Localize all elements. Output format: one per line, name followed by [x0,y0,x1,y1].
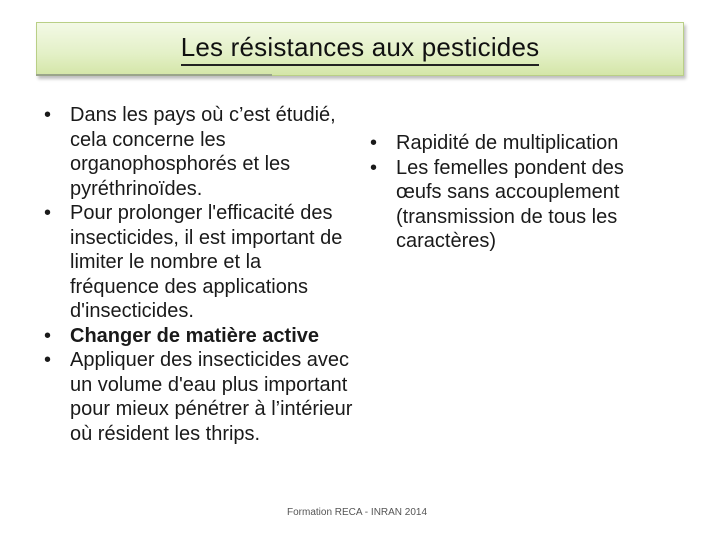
bullet-icon: • [44,324,52,347]
bullet-icon: • [370,156,378,179]
bullet-item [370,131,670,156]
bullet-icon: • [370,132,378,154]
bullet-item [44,103,354,201]
bullet-text: Appliquer des insecticides avec un volume d'eau plus important pour mieux pénétrer à l’intérieur où résident les thrips. [70,349,353,445]
bullet-icon: • [44,202,52,224]
bullet-text: Dans les pays où c’est étudié, cela concerne les organophosphorés et les pyréthrinoïdes. [70,104,336,200]
bullet-text: Les femelles pondent des œufs sans accouplement (transmission de tous les caractères) [396,156,624,252]
bullet-item [44,348,354,446]
slide-footer: Formation RECA - INRAN 2014 [287,507,428,518]
bullet-icon: • [44,104,52,126]
bullet-text: Rapidité de multiplication [396,132,619,154]
bullet-item [370,156,670,254]
bullet-icon: • [44,349,52,371]
bullet-text: Pour prolonger l'efficacité des insecticides, il est important de limiter le nombre et la fréquence des applications d'insecticides. [70,202,343,322]
bullet-text: Changer de matière active [70,324,319,347]
bullet-item [44,201,354,324]
title-divider [36,74,272,76]
right-bullet-list [370,131,670,254]
slide-title-box [36,22,684,76]
slide-title: Les résistances aux pesticides [181,32,540,66]
bullet-item [44,324,354,349]
left-bullet-list [44,103,354,446]
